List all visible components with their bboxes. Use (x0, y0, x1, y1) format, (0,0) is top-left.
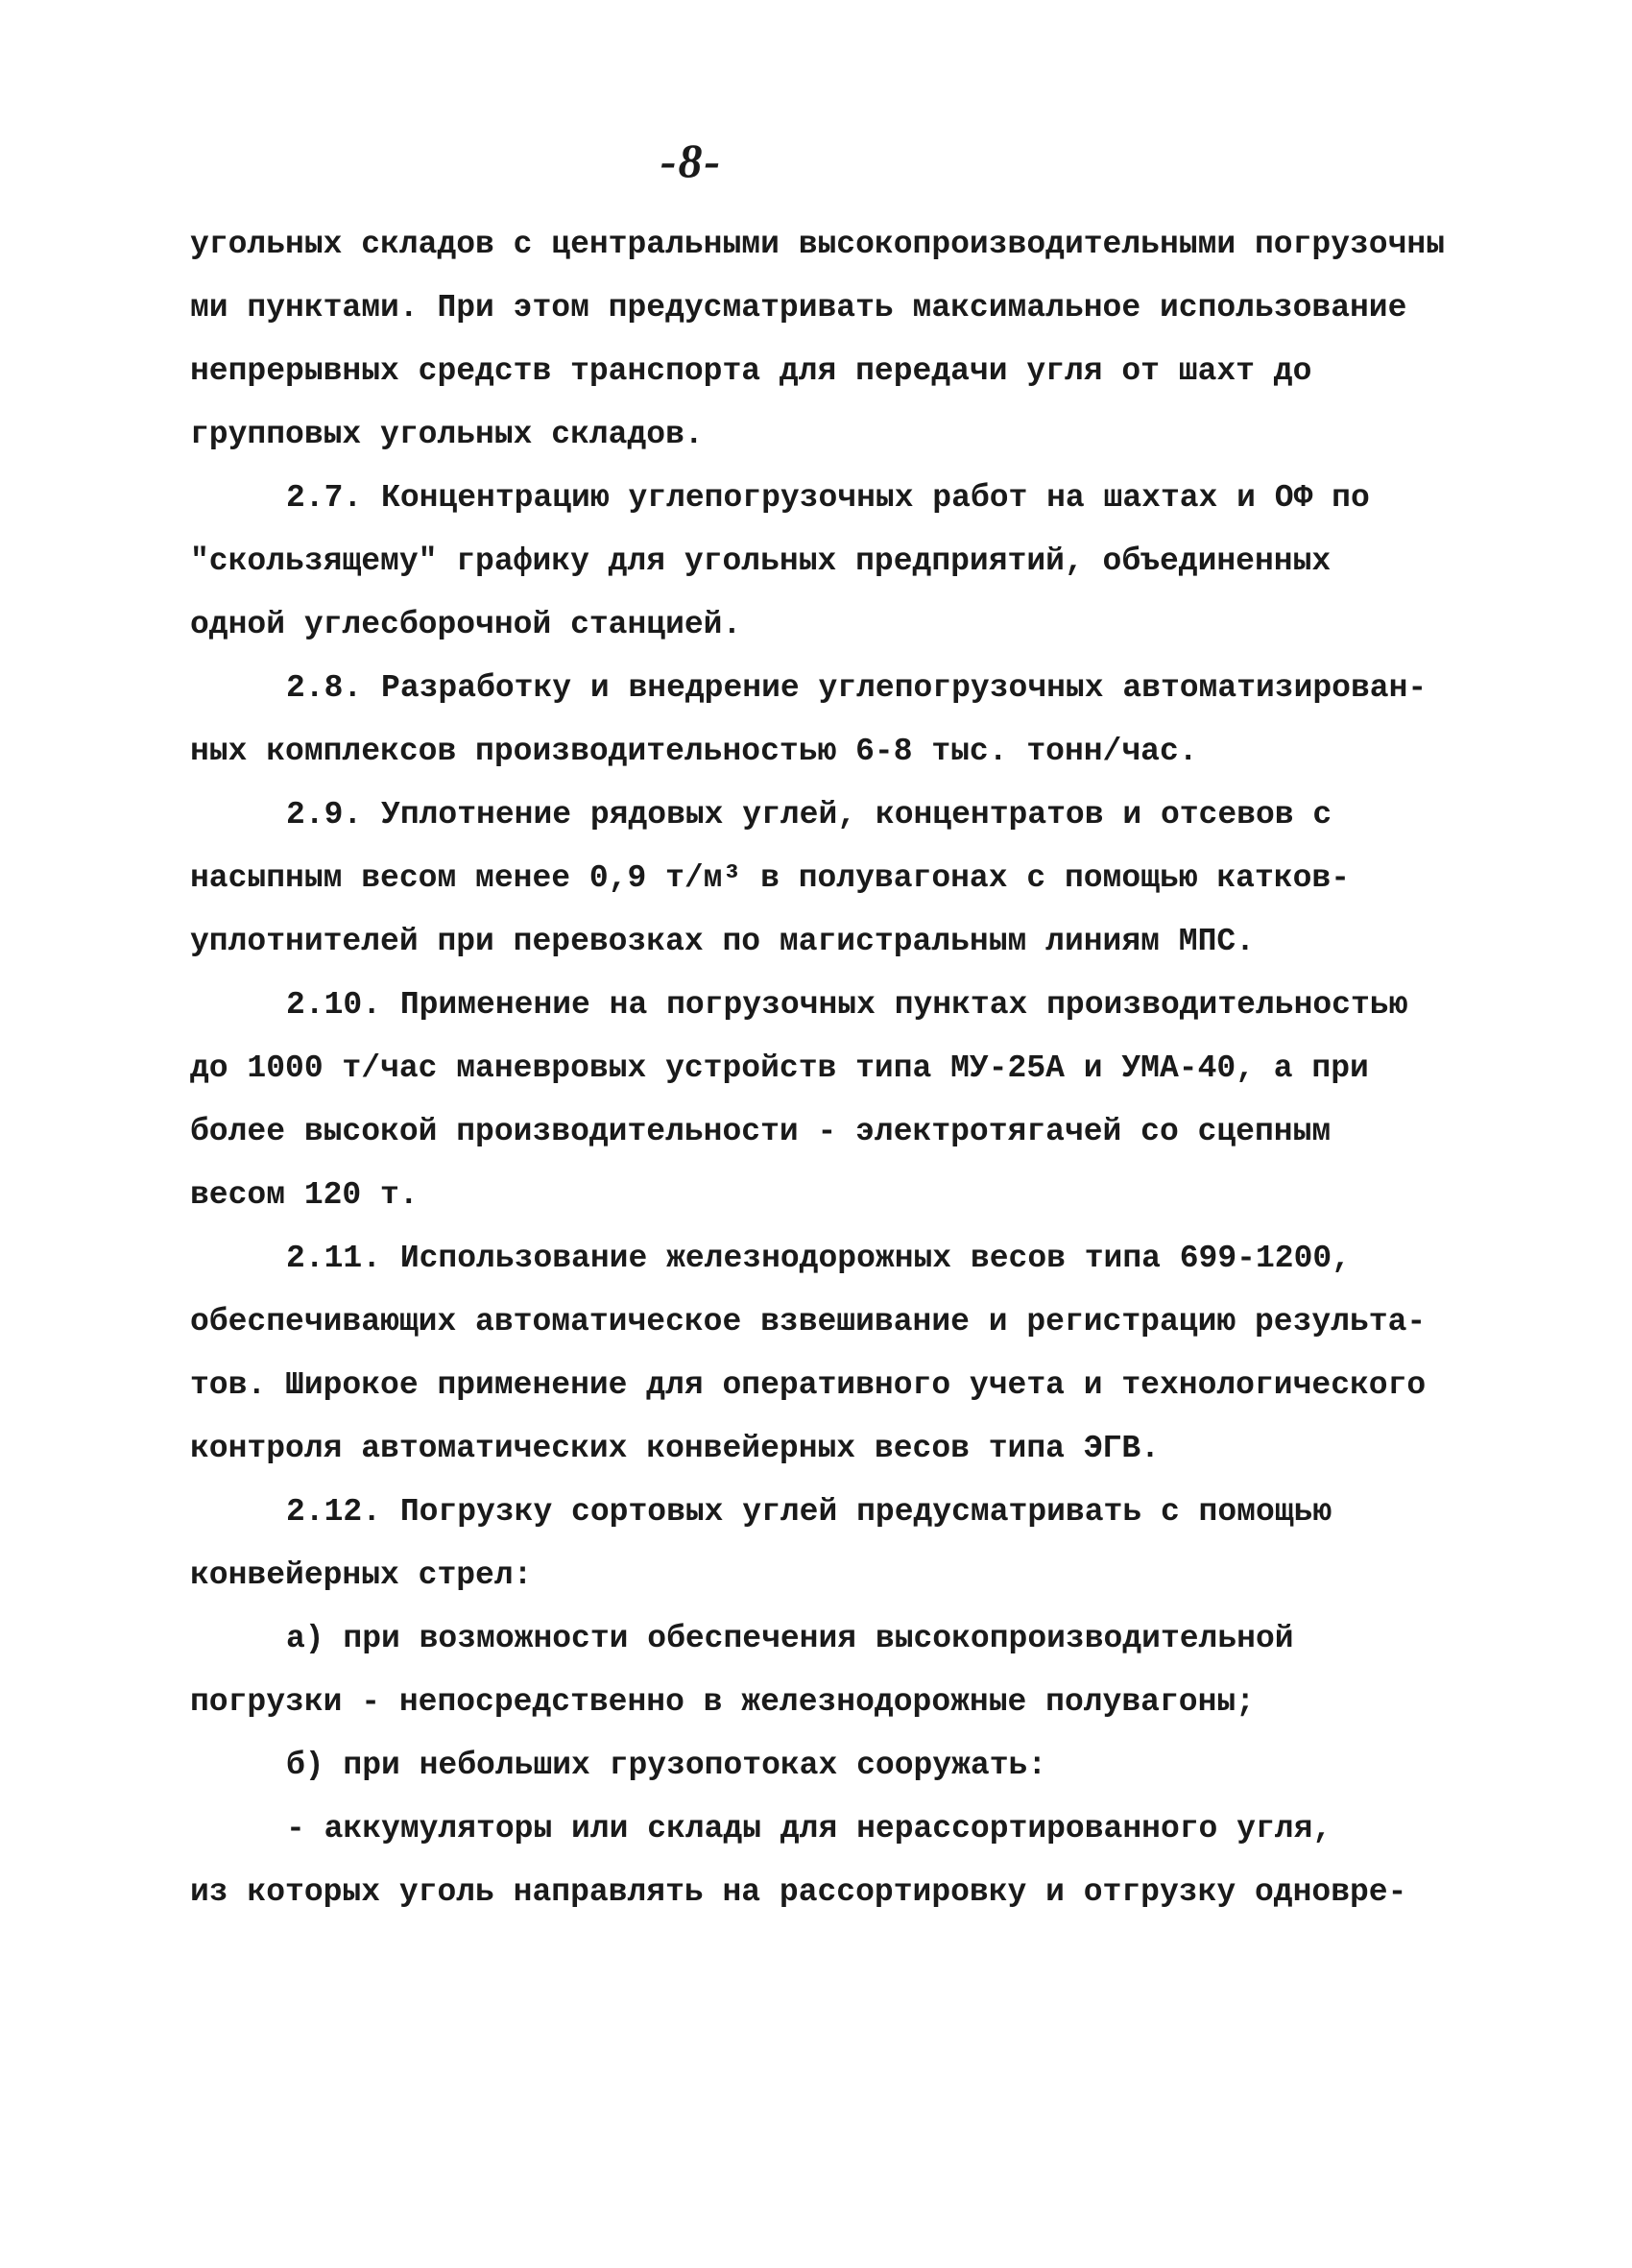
text-line: погрузки - непосредственно в железнодорожные полувагоны; (190, 1684, 1255, 1720)
text-line: обеспечивающих автоматическое взвешивание и регистрацию результа- (190, 1304, 1427, 1339)
text-line: конвейерных стрел: (190, 1557, 533, 1593)
section-2-8-line: 2.8. Разработку и внедрение углепогрузочных автоматизирован- (286, 670, 1428, 706)
text-line: ных комплексов производительностью 6-8 тыс. тонн/час. (190, 734, 1198, 769)
text-line: тов. Широкое применение для оперативного учета и технологического (190, 1367, 1427, 1403)
list-item-a-line: а) при возможности обеспечения высокопроизводительной (286, 1621, 1294, 1656)
text-line: весом 120 т. (190, 1177, 419, 1213)
section-2-7-line: 2.7. Концентрацию углепогрузочных работ на шахтах и ОФ по (286, 480, 1370, 516)
text-line: "скользящему" графику для угольных предприятий, объединенных (190, 543, 1332, 579)
text-line: до 1000 т/час маневровых устройств типа МУ-25А и УМА-40, а при (190, 1050, 1369, 1086)
text-line: непрерывных средств транспорта для передачи угля от шахт до (190, 353, 1312, 389)
section-2-10-line: 2.10. Применение на погрузочных пунктах производительностью (286, 987, 1408, 1023)
section-2-11-line: 2.11. Использование железнодорожных весов типа 699-1200, (286, 1241, 1351, 1276)
text-line: уплотнителей при перевозках по магистральным линиям МПС. (190, 924, 1255, 959)
text-line: насыпным весом менее 0,9 т/м³ в полувагонах с помощью катков- (190, 860, 1350, 896)
text-line: угольных складов с центральными высокопроизводительными погрузочны (190, 227, 1446, 262)
text-line: из которых уголь направлять на рассортировку и отгрузку одновре- (190, 1874, 1407, 1910)
dash-item-line: - аккумуляторы или склады для нерассортированного угля, (286, 1811, 1332, 1846)
page-number: -8- (660, 133, 723, 187)
text-line: групповых угольных складов. (190, 417, 704, 452)
list-item-b-line: б) при небольших грузопотоках сооружать: (286, 1748, 1047, 1783)
text-line: одной углесборочной станцией. (190, 607, 742, 642)
text-line: контроля автоматических конвейерных весов типа ЭГВ. (190, 1431, 1160, 1466)
section-2-9-line: 2.9. Уплотнение рядовых углей, концентратов и отсевов с (286, 797, 1332, 832)
text-line: ми пунктами. При этом предусматривать максимальное использование (190, 290, 1407, 326)
section-2-12-line: 2.12. Погрузку сортовых углей предусматривать с помощью (286, 1494, 1332, 1530)
text-line: более высокой производительности - электротягачей со сцепным (190, 1114, 1332, 1149)
body-text (190, 213, 1496, 1924)
